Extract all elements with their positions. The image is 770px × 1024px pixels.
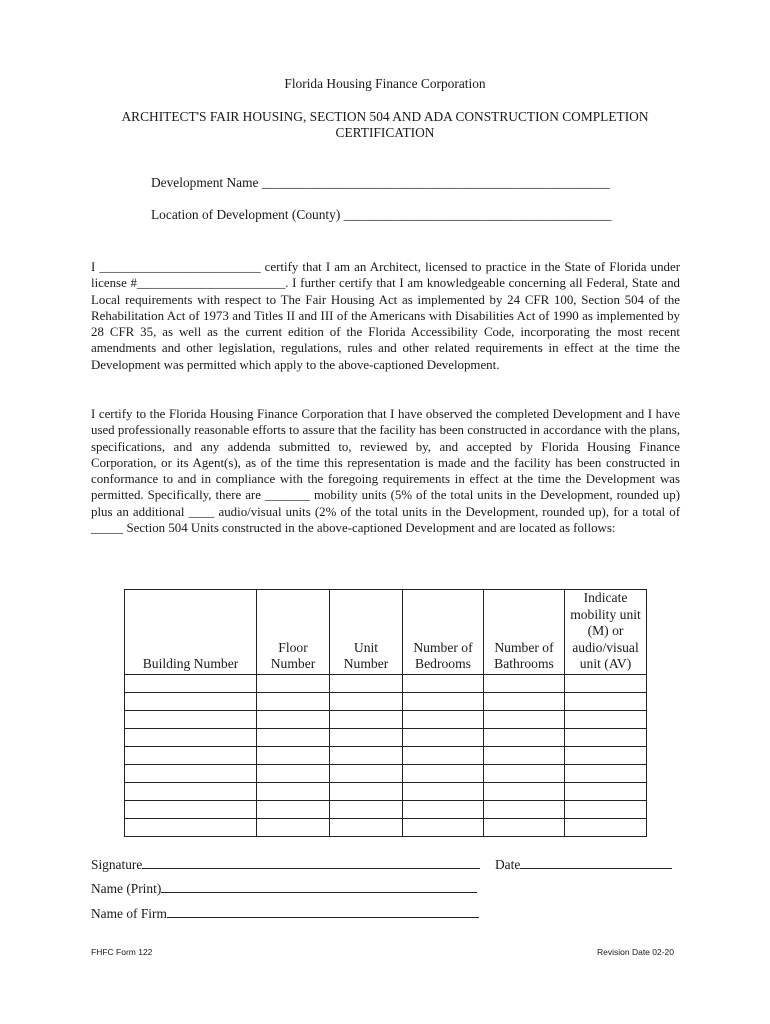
table-row[interactable] — [125, 746, 647, 764]
organization-name: Florida Housing Finance Corporation — [284, 76, 486, 91]
table-row[interactable] — [125, 818, 647, 836]
name-print-field[interactable] — [91, 881, 477, 897]
date-line[interactable] — [520, 857, 672, 869]
form-title-line1: ARCHITECT'S FAIR HOUSING, SECTION 504 AND ADA CONSTRUCTION COMPLETION — [121, 109, 649, 124]
table-header-row — [125, 590, 647, 675]
date-label: Date — [495, 857, 521, 872]
table-row[interactable] — [125, 782, 647, 800]
table-row[interactable] — [125, 710, 647, 728]
certification-paragraph-1: I _________________________ certify that I am an Architect, licensed to practice in the State of Florida under license #_______________________. I further certify that I am knowledgeable concerning all Federal, State and Local requirements with respect to The Fair Housing Act as implemented by 24 CFR 100, Section 504 of the Rehabilitation Act of 1973 and Titles II and III of the Americans with Disabilities Act of 1990 as implemented by 28 CFR 35, as well as the current edition of the Florida Accessibility Code, incorporating the most recent amendments and other legislation, regulations, rules and other related requirements in effect at the time the Development was permitted which apply to the above-captioned Development. — [91, 260, 680, 372]
header-number-of-bedrooms: Number of Bedrooms — [403, 590, 484, 675]
certification-paragraph-2: I certify to the Florida Housing Finance Corporation that I have observed the completed Development and I have used professionally reasonable efforts to assure that the facility has been constructed in accordance with the plans, specifications, and any addenda submitted to, reviewed by, and accepted by Florida Housing Finance Corporation, or its Agent(s), as of the time this representation is made and the facility has been constructed in conformance to and in compliance with the foregoing requirements in effect at the time the Development was permitted. Specifically, there are _______ mobility units (5% of the total units in the Development, rounded up) plus an additional ____ audio/visual units (2% of the total units in the Development, rounded up), for a total of _____ Section 504 Units constructed in the above-captioned Development and are located as follows: — [91, 407, 680, 536]
development-name-field[interactable] — [151, 175, 610, 191]
table-row[interactable] — [125, 800, 647, 818]
section-504-units-table — [124, 589, 647, 837]
header-unit-number: Unit Number — [330, 590, 403, 675]
name-print-label: Name (Print) — [91, 881, 162, 896]
signature-field[interactable] — [91, 857, 480, 873]
form-title-line2: CERTIFICATION — [335, 125, 435, 140]
name-print-line[interactable] — [161, 881, 477, 893]
signature-label: Signature — [91, 857, 143, 872]
table-row[interactable] — [125, 728, 647, 746]
name-of-firm-label: Name of Firm — [91, 906, 167, 921]
location-blank[interactable]: ________________________________________ — [343, 207, 612, 222]
table-row[interactable] — [125, 764, 647, 782]
header-unit-type: Indicate mobility unit (M) or audio/visual unit (AV) — [565, 590, 647, 675]
name-of-firm-field[interactable] — [91, 906, 479, 922]
location-field[interactable] — [151, 207, 611, 223]
header-building-number: Building Number — [125, 590, 257, 675]
table-row[interactable] — [125, 674, 647, 692]
header-floor-number: Floor Number — [257, 590, 330, 675]
date-field[interactable] — [495, 857, 672, 873]
development-name-label: Development Name — [151, 175, 259, 190]
header-number-of-bathrooms: Number of Bathrooms — [484, 590, 565, 675]
revision-date: Revision Date 02-20 — [597, 947, 675, 957]
development-name-blank[interactable]: ____________________________________________________ — [261, 175, 610, 190]
form-id: FHFC Form 122 — [91, 947, 153, 957]
name-of-firm-line[interactable] — [167, 906, 479, 918]
location-label: Location of Development (County) — [151, 207, 341, 222]
table-row[interactable] — [125, 692, 647, 710]
signature-line[interactable] — [142, 857, 480, 869]
